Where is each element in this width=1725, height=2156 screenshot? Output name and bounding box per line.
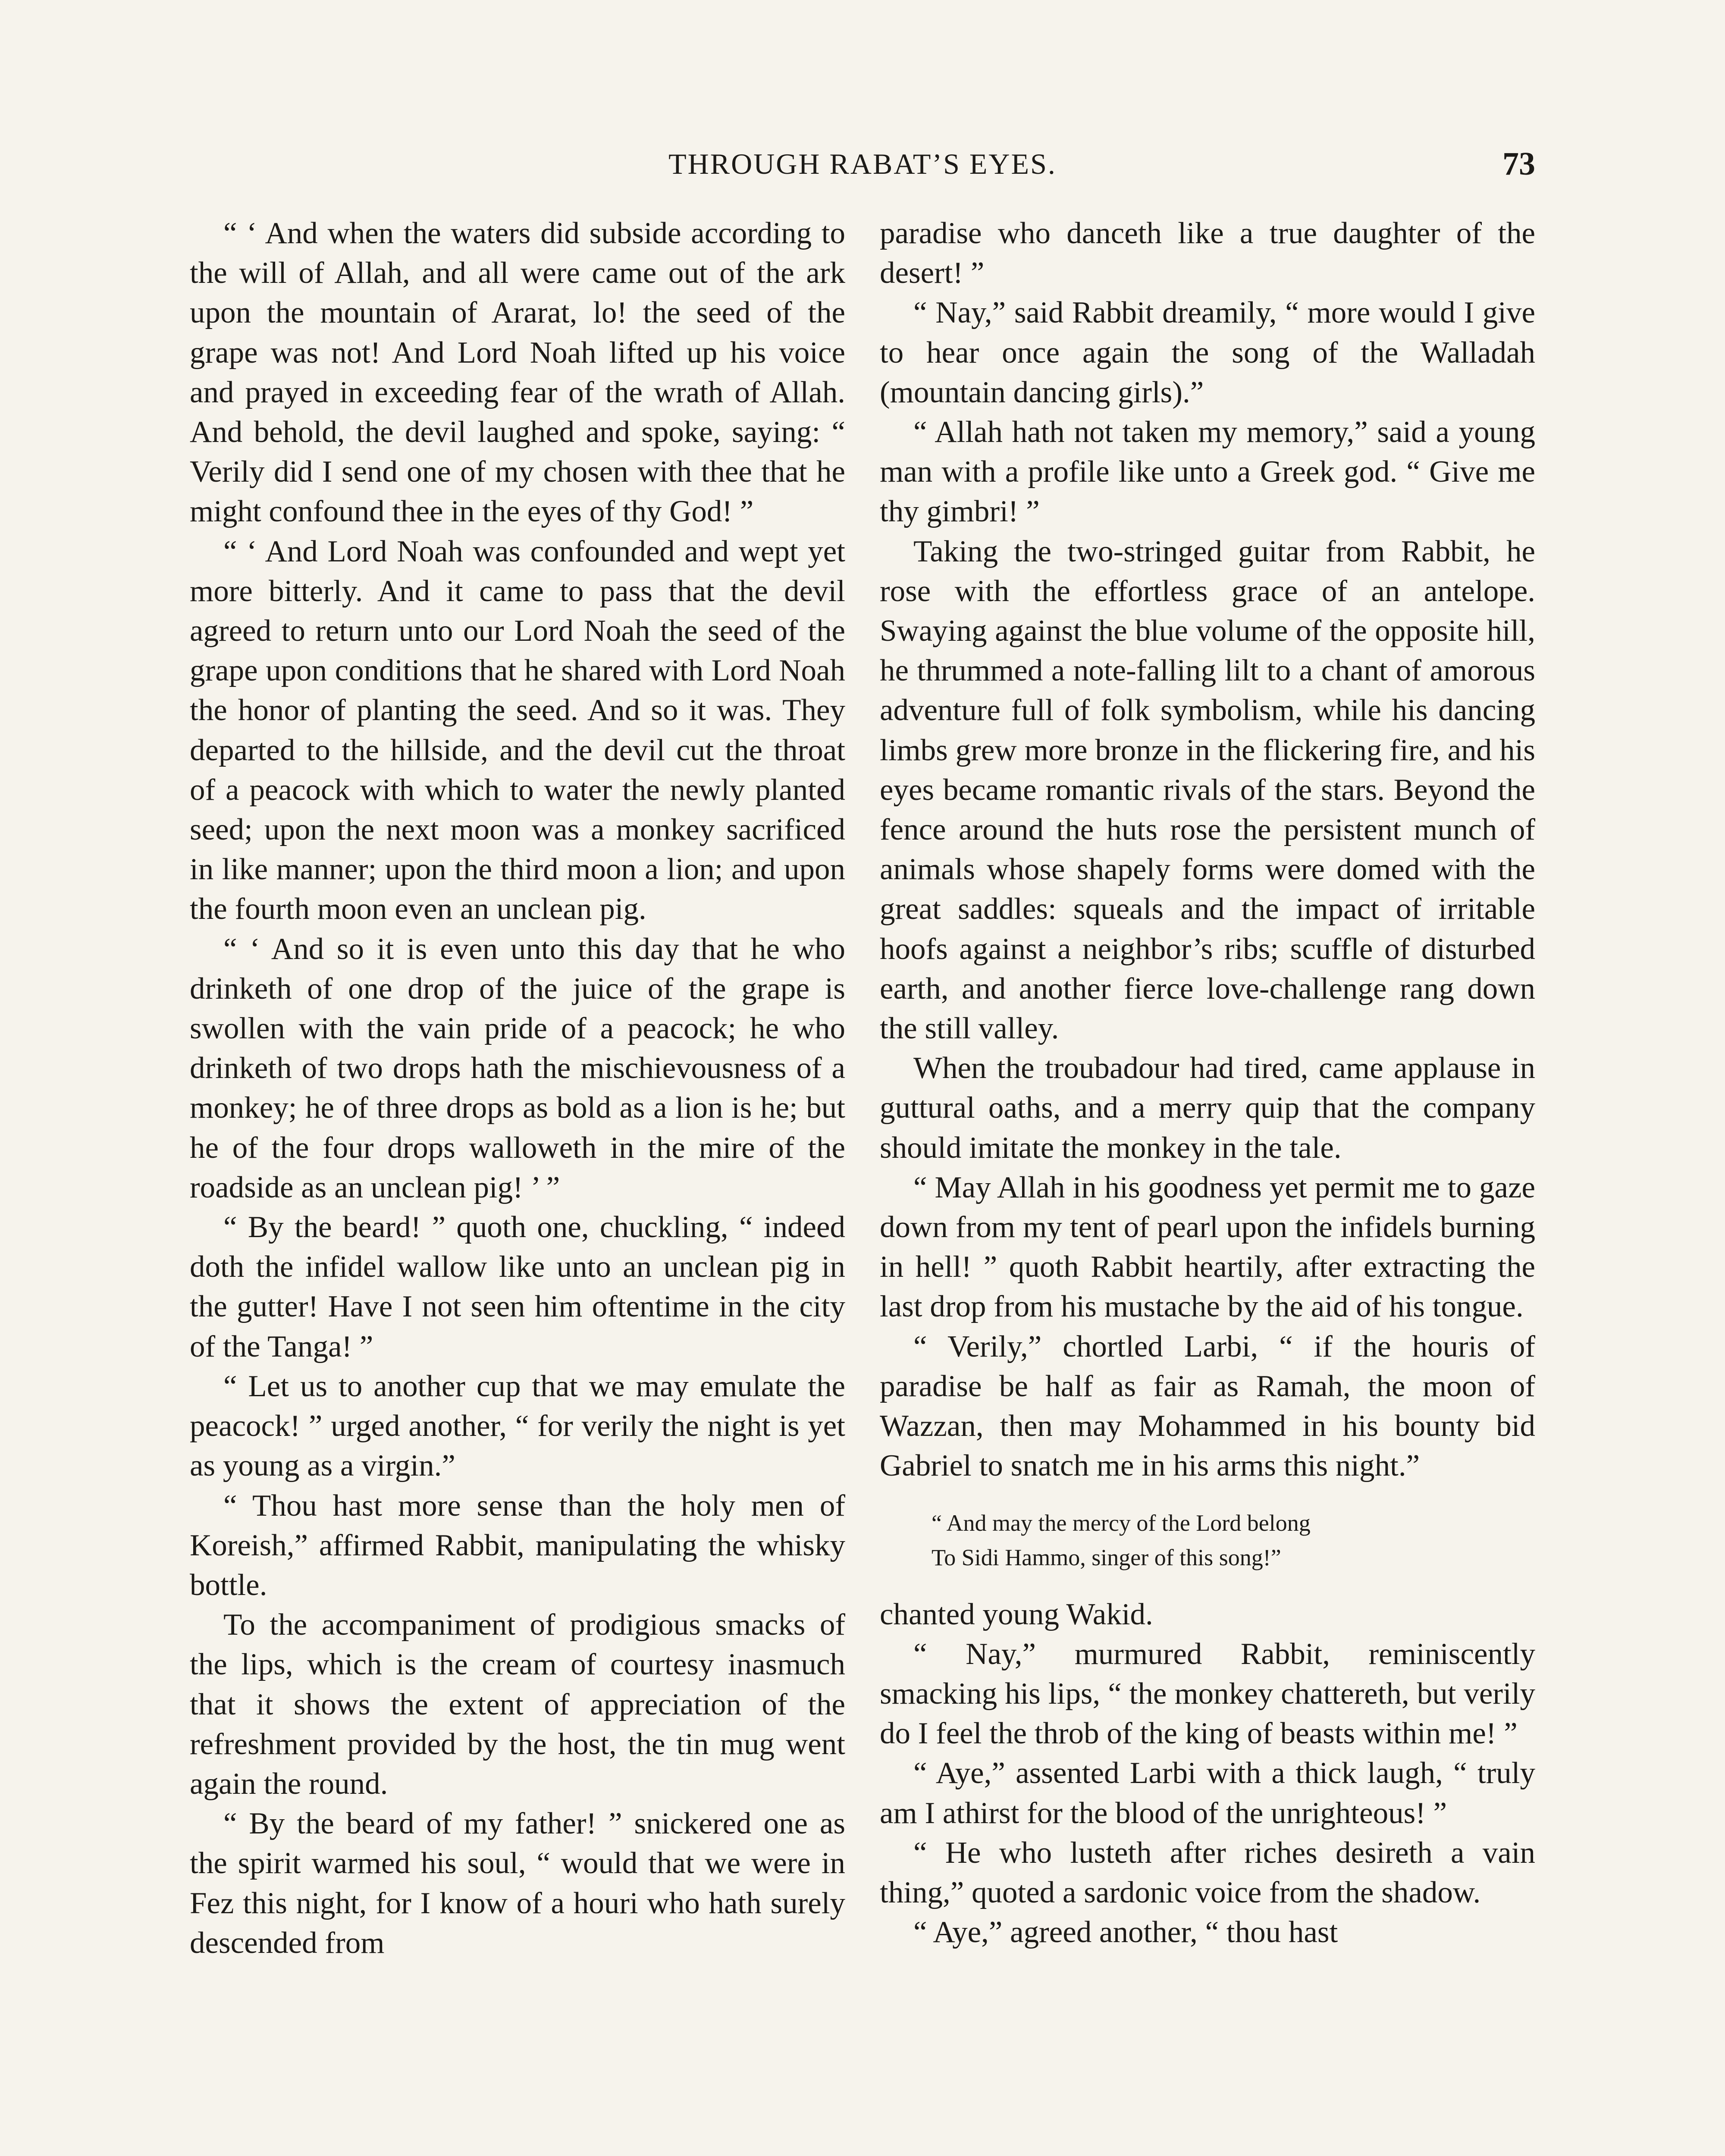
paragraph: “ Nay,” said Rabbit dreamily, “ more would I give to hear once again the song of the Walladah (mountain dancing girls).” xyxy=(880,296,1535,409)
paragraph-continued: chanted young Wakid. xyxy=(880,1597,1153,1631)
paragraph: “ He who lusteth after riches desireth a vain thing,” quoted a sardonic voice from the shadow. xyxy=(880,1836,1535,1909)
paragraph: “ ‘ And Lord Noah was confounded and wept yet more bitterly. And it came to pass that the devil agreed to return unto our Lord Noah the seed of the grape upon conditions that he shared with Lord Noah the honor of planting the seed. And so it was. They departed to the hillside, and the devil cut the throat of a peacock with which to water the newly planted seed; upon the next moon was a monkey sacrificed in like manner; upon the third moon a lion; and upon the fourth moon even an unclean pig. xyxy=(190,534,845,926)
page-number: 73 xyxy=(1502,146,1535,182)
paragraph: “ Let us to another cup that we may emulate the peacock! ” urged another, “ for verily the night is yet as young as a virgin.” xyxy=(190,1369,845,1483)
paragraph: “ ‘ And when the waters did subside according to the will of Allah, and all were came out of the ark upon the mountain of Ararat, lo! the seed of the grape was not! And Lord Noah lifted up his voice and prayed in exceeding fear of the wrath of Allah. And behold, the devil laughed and spoke, saying: “ Verily did I send one of my chosen with thee that he might confound thee in the eyes of thy God! ” xyxy=(190,216,845,529)
verse-quote xyxy=(880,1506,1535,1575)
paragraph: Taking the two-stringed guitar from Rabbit, he rose with the effortless grace of an antelope. Swaying against the blue volume of the opposite hill, he thrummed a note-falling lilt to a chant of amorous adventure full of folk symbolism, while his dancing limbs grew more bronze in the flickering fire, and his eyes became romantic rivals of the stars. Beyond the fence around the huts rose the persistent munch of animals whose shapely forms were domed with the great saddles: squeals and the impact of irritable hoofs against a neighbor’s ribs; scuffle of disturbed earth, and another fierce love-challenge rang down the still valley. xyxy=(880,534,1535,1046)
paragraph: “ By the beard! ” quoth one, chuckling, “ indeed doth the infidel wallow like unto an unclean pig in the gutter! Have I not seen him oftentime in the city of the Tanga! ” xyxy=(190,1210,845,1363)
running-head xyxy=(190,140,1535,188)
paragraph: “ Aye,” assented Larbi with a thick laugh, “ truly am I athirst for the blood of the unrighteous! ” xyxy=(880,1756,1535,1830)
paragraph: “ May Allah in his goodness yet permit me to gaze down from my tent of pearl upon the infidels burning in hell! ” quoth Rabbit heartily, after extracting the last drop from his mustache by the aid of his tongue. xyxy=(880,1170,1535,1324)
paragraph: To the accompaniment of prodigious smacks of the lips, which is the cream of courtesy inasmuch that it shows the extent of appreciation of the refreshment provided by the host, the tin mug went again the round. xyxy=(190,1608,845,1801)
paragraph: “ Verily,” chortled Larbi, “ if the houris of paradise be half as fair as Ramah, the moon of Wazzan, then may Mohammed in his bounty bid Gabriel to snatch me in his arms this night.” xyxy=(880,1329,1535,1483)
paragraph: “ Aye,” agreed another, “ thou hast xyxy=(913,1915,1338,1949)
left-column xyxy=(190,213,845,1963)
paragraph: “ By the beard of my father! ” snickered one as the spirit warmed his soul, “ would that we were in Fez this night, for I know of a houri who hath surely descended from xyxy=(190,1807,845,1960)
verse-line: To Sidi Hammo, singer of this song!” xyxy=(932,1544,1281,1570)
right-column xyxy=(880,213,1535,1952)
paragraph: When the troubadour had tired, came applause in guttural oaths, and a merry quip that the company should imitate the monkey in the tale. xyxy=(880,1051,1535,1165)
running-title: THROUGH RABAT’S EYES. xyxy=(668,147,1057,180)
paragraph-continued: paradise who danceth like a true daughter of the desert! ” xyxy=(880,216,1535,290)
verse-line: “ And may the mercy of the Lord belong xyxy=(932,1510,1311,1536)
paragraph: “ ‘ And so it is even unto this day that he who drinketh of one drop of the juice of the grape is swollen with the vain pride of a peacock; he who drinketh of two drops hath the mischievousness of a monkey; he of three drops as bold as a lion is he; but he of the four drops walloweth in the mire of the roadside as an unclean pig! ’ ” xyxy=(190,932,845,1204)
paragraph: “ Nay,” murmured Rabbit, reminiscently smacking his lips, “ the monkey chattereth, but verily do I feel the throb of the king of beasts within me! ” xyxy=(880,1637,1535,1751)
paragraph: “ Thou hast more sense than the holy men of Koreish,” affirmed Rabbit, manipulating the whisky bottle. xyxy=(190,1489,845,1602)
paragraph: “ Allah hath not taken my memory,” said a young man with a profile like unto a Greek god. “ Give me thy gimbri! ” xyxy=(880,415,1535,529)
